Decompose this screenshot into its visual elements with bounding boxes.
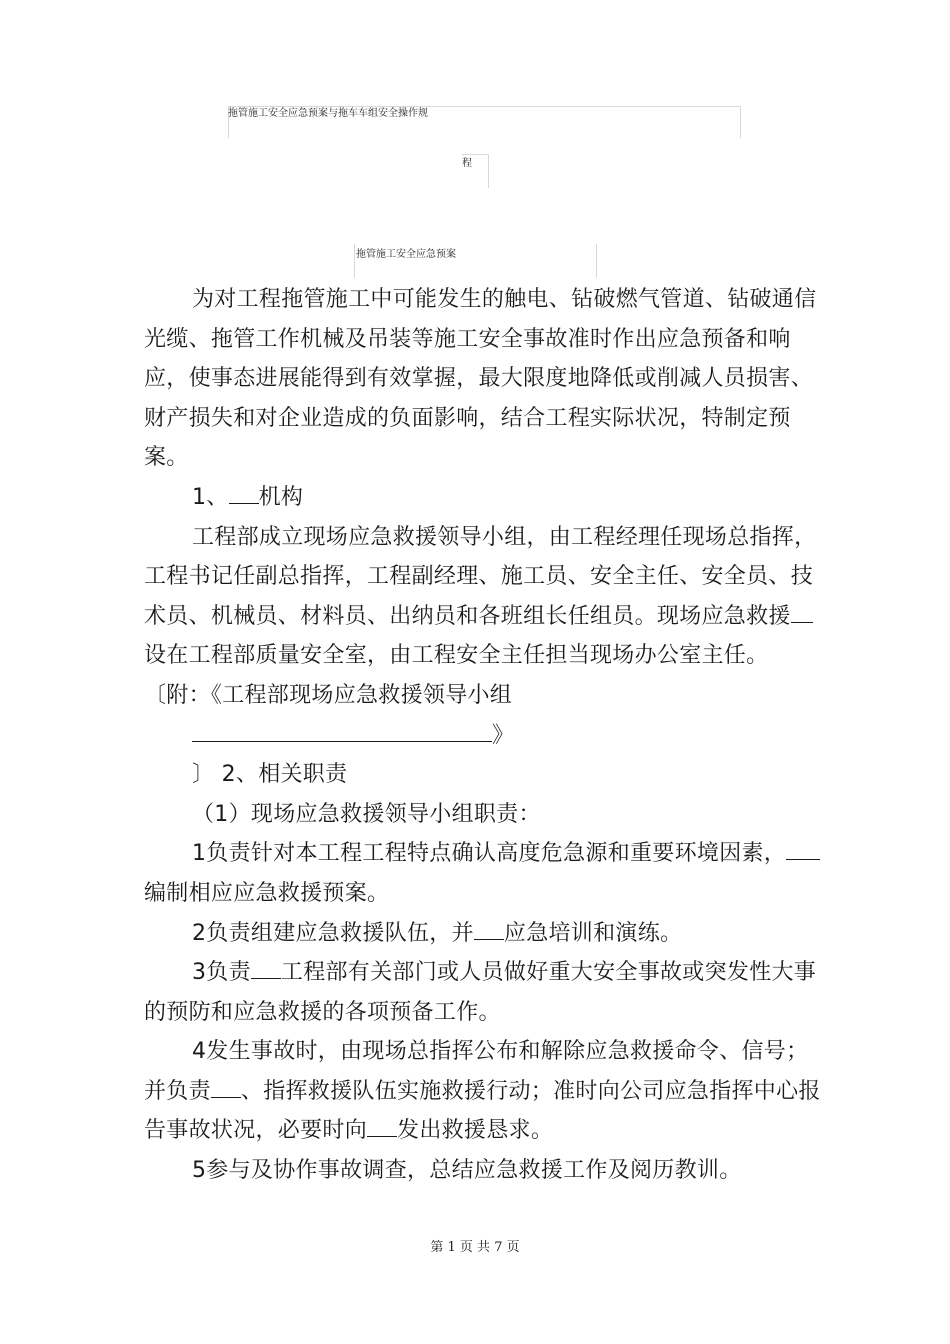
section-1-heading [144, 478, 824, 518]
document-body [144, 280, 824, 1191]
blank-line [211, 1073, 241, 1098]
org-closing-line [144, 716, 824, 756]
section-2-1-heading: （1）现场应急救援领导小组职责： [192, 801, 541, 827]
section-2-heading: 〕 2、相关职责 [192, 762, 348, 788]
duty-4-text-b: 、指挥救援队伍实施救援行动；准时向公司应急指挥中心报告事故状况，必要时向 [144, 1078, 821, 1144]
organization-paragraph [144, 518, 824, 716]
doc-title-line1: 拖管施工安全应急预案与拖车车组安全操作规 [228, 108, 428, 119]
duty-4-text-a: 4发生事故时，由现场总指挥公布和解除应急救援命令、信号；并负责 [144, 1039, 809, 1104]
duty-3-text-b: 工程部有关部门或人员做好重大安全事故或突发性大事的预防和应急救援的各项预备工作。 [144, 960, 817, 1025]
blank-line [474, 914, 504, 939]
subtitle-frame-right [596, 244, 597, 278]
duty-item-2 [144, 914, 824, 954]
duty-4-text-c: 发出救援恳求。 [397, 1118, 554, 1144]
org-text-a: 工程部成立现场应急救援领导小组，由工程经理任现场总指挥，工程书记任副总指挥，工程副经理、施工员、安全主任、安全员、技术员、机械员、材料员、出纳员和各班组长任组员。现场应急救援 [144, 524, 817, 629]
org-text-b: 设在工程部质量安全室，由工程安全主任担当现场办公室主任。〔附：《工程部现场应急救援领导小组 [144, 643, 769, 708]
doc-title-line2: 程 [462, 158, 472, 169]
blank-line [251, 954, 281, 979]
duty-item-3 [144, 953, 824, 1032]
duty-item-5: 5参与及协作事故调查，总结应急救援工作及阅历教训。 [192, 1158, 742, 1184]
duty-1-text-a: 1负责针对本工程工程特点确认高度危急源和重要环境因素， [192, 841, 787, 867]
section-1-prefix: 1、 [192, 484, 229, 510]
intro-paragraph: 为对工程拖管施工中可能发生的触电、钻破燃气管道、钻破通信光缆、拖管工作机械及吊装等施工安全事故准时作出应急预备和响应，使事态进展能得到有效掌握，最大限度地降低或削减人员损害、财产损失和对企业造成的负面影响，结合工程实际状况，特制定预案。 [144, 287, 817, 471]
duty-3-text-a: 3负责 [192, 960, 251, 986]
blank-line [367, 1112, 397, 1137]
duty-2-text-a: 2负责组建应急救援队伍，并 [192, 920, 474, 946]
title2-frame-right [488, 154, 489, 188]
doc-subtitle: 拖管施工安全应急预案 [356, 249, 456, 260]
duty-2-text-b: 应急培训和演练。 [503, 920, 683, 946]
duty-item-1 [144, 834, 824, 913]
duty-item-4 [144, 1032, 824, 1151]
duty-1-text-b: 编制相应应急救援预案。 [144, 880, 390, 906]
header-frame-right [740, 106, 741, 138]
blank-line [786, 835, 820, 860]
subtitle-frame-left [354, 244, 355, 278]
page-number: 第 1 页 共 7 页 [430, 1240, 520, 1255]
blank-line [791, 598, 813, 623]
section-1-suffix: 机构 [258, 484, 304, 510]
org-close-bracket: 》 [492, 722, 515, 748]
blank-line [192, 716, 492, 741]
blank-line [229, 479, 259, 504]
